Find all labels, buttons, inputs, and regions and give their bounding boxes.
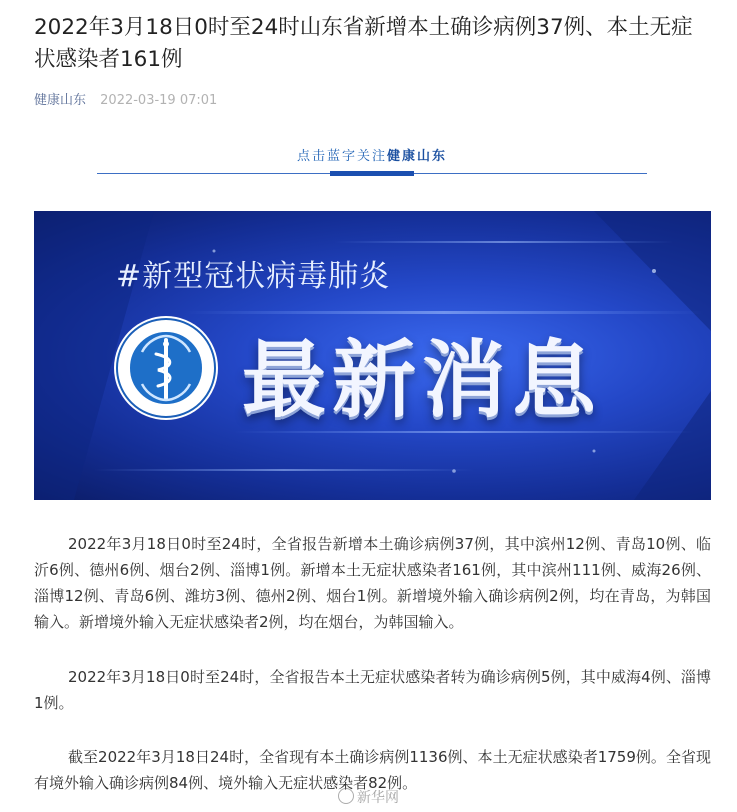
article-title: 2022年3月18日0时至24时山东省新增本土确诊病例37例、本土无症状感染者161例 [34,15,693,72]
source-watermark [338,787,399,807]
article-paragraph-2: 2022年3月18日0时至24时，全省报告本土无症状感染者转为确诊病例5例，其中威海4例、淄博1例。 [34,668,711,712]
news-banner-image [34,211,711,500]
follow-brand: 健康山东 [387,149,448,164]
follow-prompt [97,137,647,183]
weibo-logo-icon [338,788,354,804]
watermark-text: 新华网 [357,790,399,806]
follow-text[interactable] [97,145,647,164]
article-paragraph-3: 截至2022年3月18日24时，全省现有本土确诊病例1136例、本土无症状感染者1759例。全省现有境外输入确诊病例84例、境外输入无症状感染者82例。 [34,748,711,792]
health-commission-emblem-icon [112,314,220,422]
article-paragraph-1: 2022年3月18日0时至24时，全省报告新增本土确诊病例37例，其中滨州12例、青岛10例、临沂6例、德州6例、烟台2例、淄博1例。新增本土无症状感染者161例，其中滨州111例、威海26例、淄博12例、青岛6例、潍坊3例、德州2例、烟台1例。新增境外输入确诊病例2例，均在青岛，为韩国输入。新增境外输入无症状感染者2例，均在烟台，为韩国输入。 [34,535,711,631]
banner-headline: 最新消息 [242,331,603,429]
follow-accent-bar [330,171,414,176]
article-meta [34,92,217,110]
banner-tagline: #新型冠状病毒肺炎 [116,259,391,294]
author-link[interactable]: 健康山东 [34,93,87,108]
follow-prefix: 点击蓝字关注 [296,149,387,164]
publish-date: 2022-03-19 07:01 [100,93,218,108]
